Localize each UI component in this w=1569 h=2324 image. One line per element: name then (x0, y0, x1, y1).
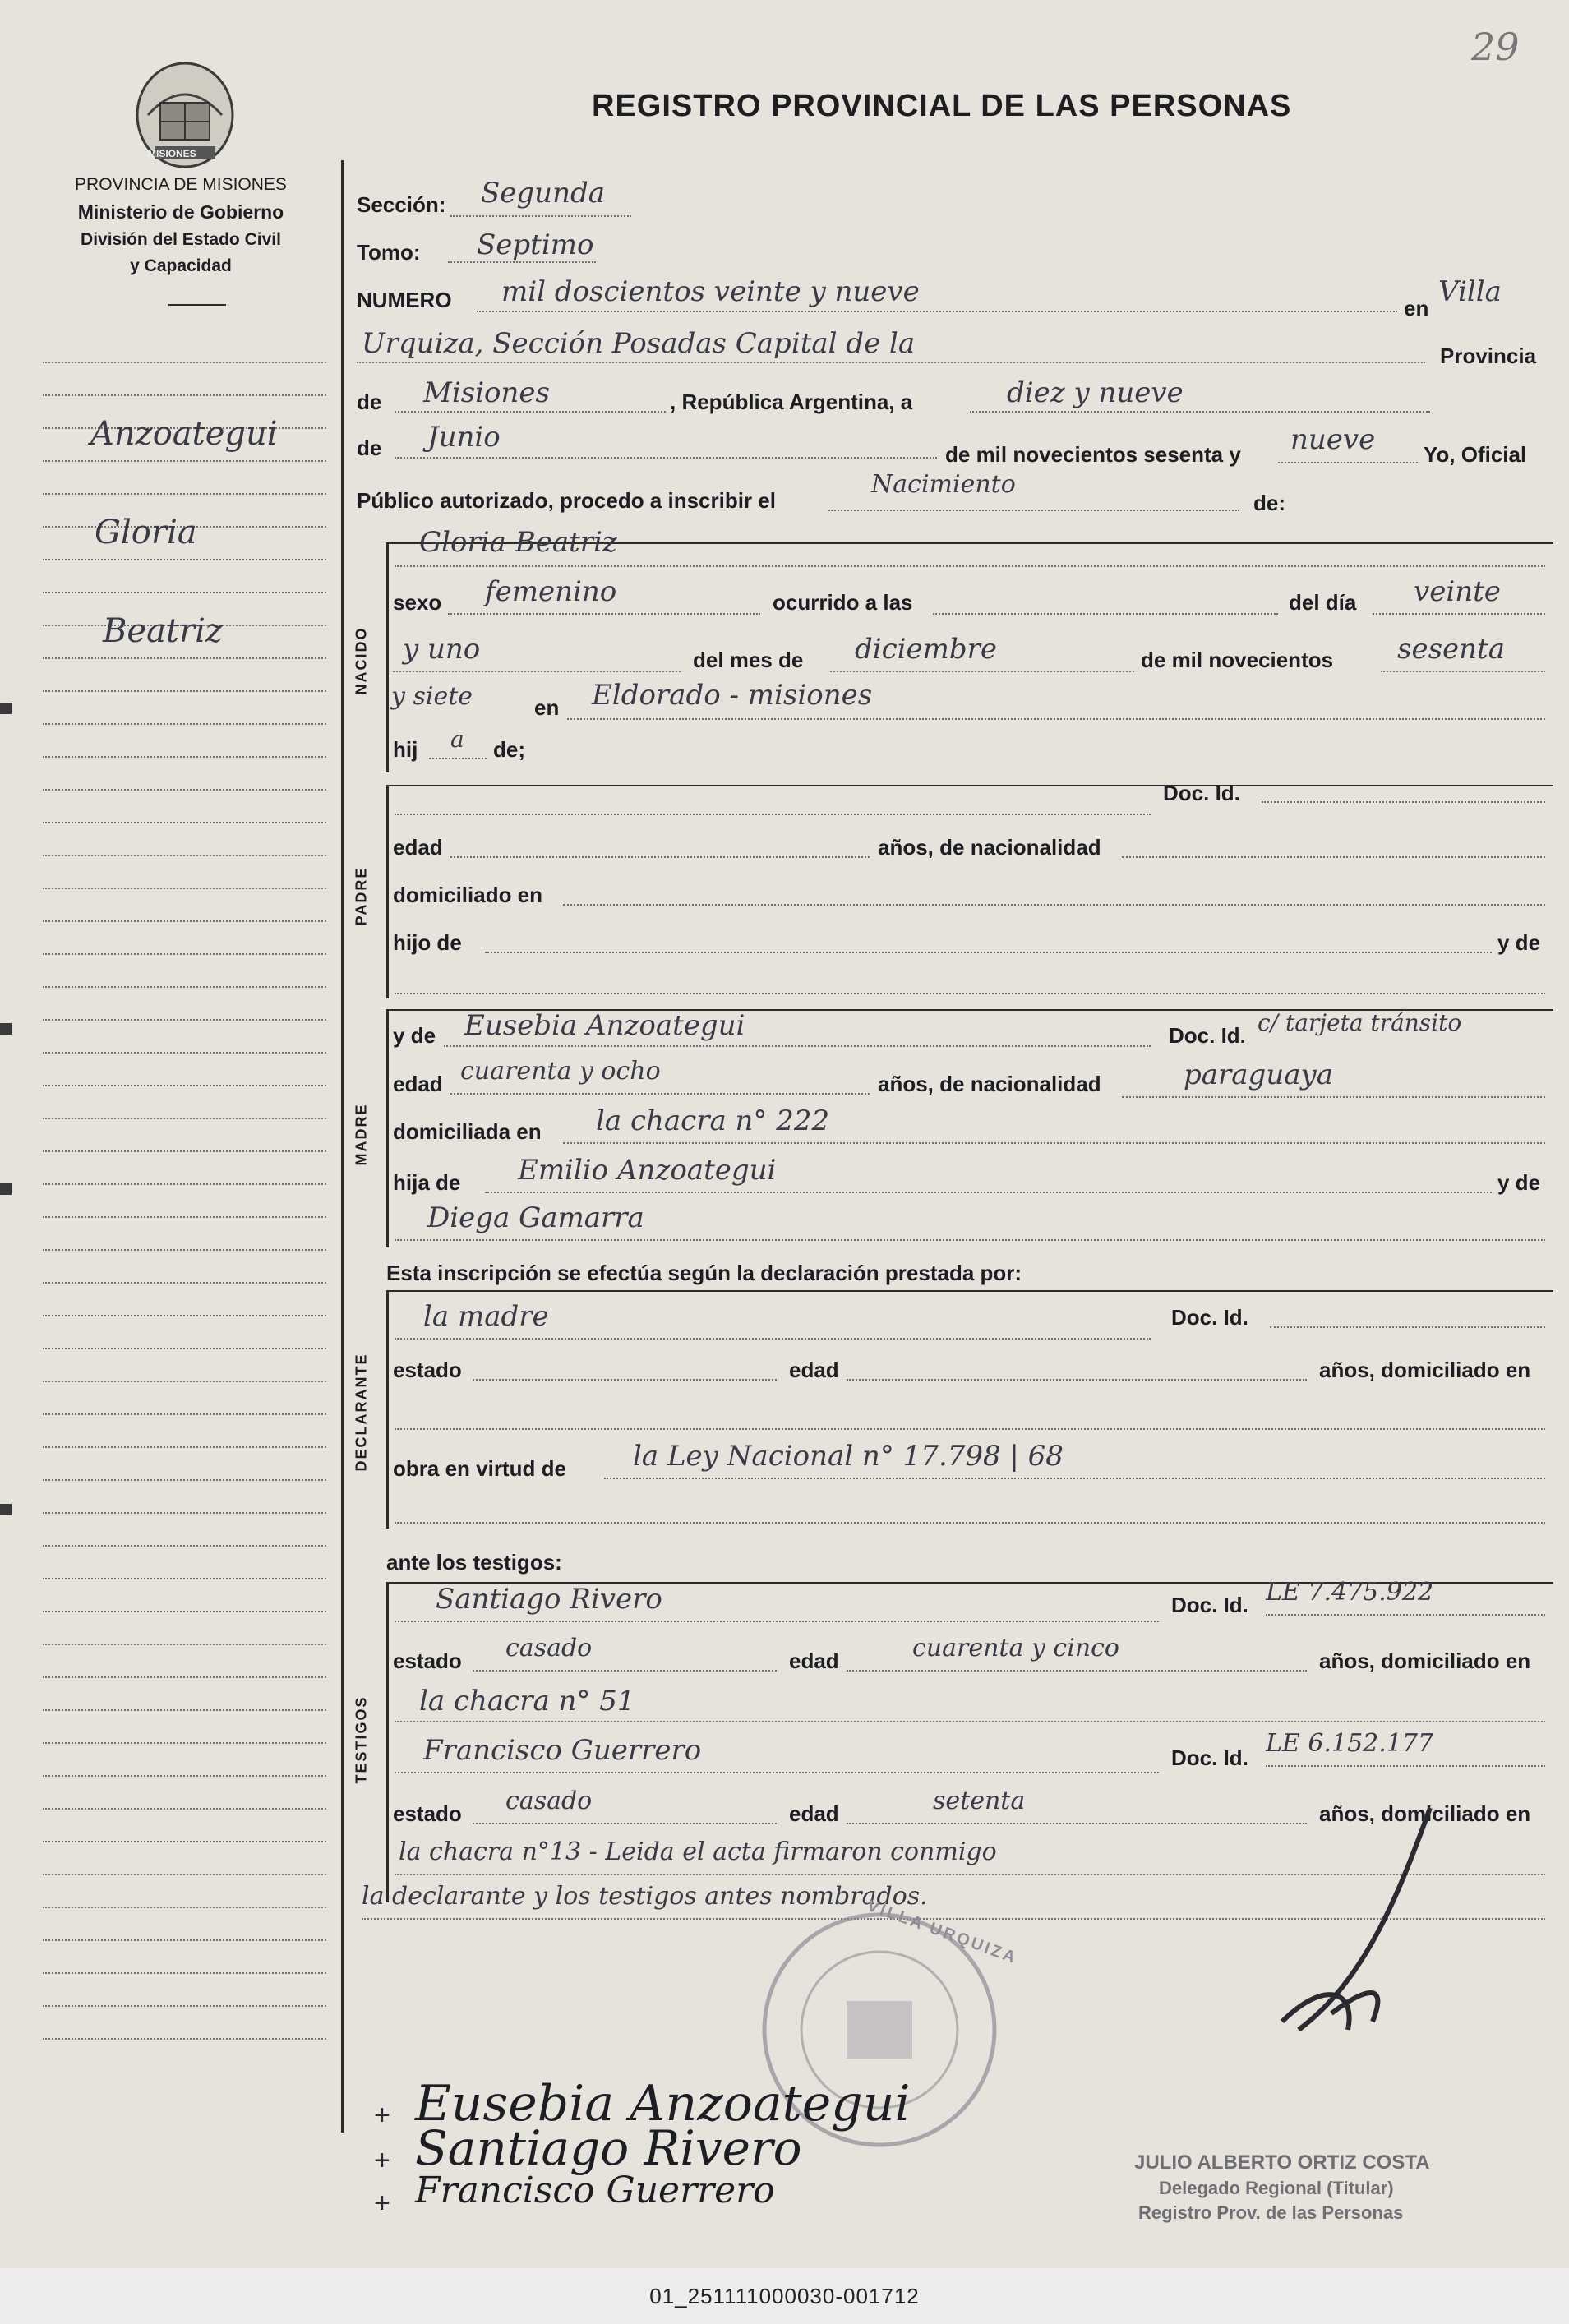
padre-nac-line (1122, 856, 1545, 858)
declarante-rule (386, 1290, 389, 1529)
declarante-dom-line (395, 1428, 1545, 1430)
testigo1-estado-label: estado (393, 1648, 462, 1673)
margin-rule-line (43, 855, 326, 856)
signature-mark-2: + (374, 2145, 390, 2176)
madre-edad-value: cuarenta y ocho (460, 1057, 661, 1086)
declarante-top-rule (386, 1290, 1553, 1292)
padre-nac-label: años, de nacionalidad (878, 835, 1101, 860)
testigo2-estado-line (473, 1823, 777, 1824)
en-value-2: Urquiza, Sección Posadas Capital de la (362, 327, 916, 360)
margin-tick (0, 1183, 12, 1195)
margin-rule-line (43, 559, 326, 560)
margin-rule-line (43, 1446, 326, 1448)
mes-nac-value: diciembre (855, 633, 998, 666)
testigo1-dom-label: años, domiciliado en (1319, 1648, 1531, 1673)
testigo1-doc-label: Doc. Id. (1171, 1593, 1248, 1617)
testigo2-estado-value: casado (505, 1787, 593, 1815)
declarante-dom-label: años, domiciliado en (1319, 1358, 1531, 1382)
madre-nac-label: años, de nacionalidad (878, 1072, 1101, 1096)
tomo-value: Septimo (477, 228, 594, 261)
testigo2-doc-value: LE 6.152.177 (1266, 1729, 1434, 1758)
ley-value: la Ley Nacional n° 17.798 | 68 (633, 1440, 1064, 1473)
main-margin-rule (341, 160, 344, 2133)
del-mes-label: del mes de (693, 648, 804, 672)
testigos-label: ante los testigos: (386, 1550, 562, 1575)
numero-label: NUMERO (357, 288, 452, 312)
madre-hija-de-value: Emilio Anzoategui (518, 1154, 777, 1187)
margin-rule-line (43, 1249, 326, 1251)
madre-y-de-label-2: y de (1497, 1170, 1541, 1195)
margin-rule-line (43, 920, 326, 922)
acto-line (828, 510, 1239, 511)
testigo2-value: Francisco Guerrero (423, 1734, 702, 1767)
testigo1-estado-line (473, 1670, 777, 1672)
padre-doc-line (1262, 801, 1545, 803)
testigo1-edad-label: edad (789, 1648, 839, 1673)
madre-hija-de-label: hija de (393, 1170, 461, 1195)
sexo-label: sexo (393, 590, 442, 615)
margin-rule-line (43, 1118, 326, 1119)
margin-rule-line (43, 1545, 326, 1547)
declarante-estado-label: estado (393, 1358, 462, 1382)
nacido-rule (386, 542, 389, 772)
de-label-1: de (357, 390, 382, 414)
declarante-value: la madre (423, 1300, 549, 1333)
seccion-value: Segunda (481, 177, 606, 210)
padre-top-rule (386, 785, 1553, 786)
official-title: Delegado Regional (Titular) (1159, 2178, 1394, 2198)
testigo1-dom-line (395, 1721, 1545, 1722)
hij-label: hij (393, 737, 418, 762)
testigos-section-label: TESTIGOS (353, 1695, 370, 1784)
madre-dom-label: domiciliada en (393, 1119, 542, 1144)
margin-rule-line (43, 362, 326, 363)
margin-rule-line (43, 789, 326, 791)
en-value-1: Villa (1438, 275, 1502, 308)
margin-rule-line (43, 953, 326, 955)
mes-nac-line (830, 671, 1134, 672)
declarante-section-label: DECLARANTE (353, 1353, 370, 1472)
margin-rule-line (43, 1479, 326, 1481)
madre-section-label: MADRE (353, 1103, 370, 1166)
anio-nac-value-1: sesenta (1397, 633, 1505, 666)
margin-rule-line (43, 1611, 326, 1612)
madre-edad-line (450, 1093, 870, 1095)
seccion-label: Sección: (357, 192, 446, 217)
margin-rule-line (43, 1512, 326, 1514)
testigo2-doc-label: Doc. Id. (1171, 1745, 1248, 1770)
margin-rule-line (43, 394, 326, 396)
mes-value: Junio (427, 421, 501, 454)
margin-rule-line (43, 1972, 326, 1974)
margin-surname: Anzoategui (90, 415, 278, 453)
margin-rule-line (43, 1085, 326, 1086)
dia-nac-value-2: y uno (403, 633, 481, 666)
margin-rule-line (43, 1381, 326, 1382)
hij-line (429, 758, 487, 759)
margin-rule-line (43, 1742, 326, 1744)
margin-rule-line (43, 1578, 326, 1579)
signature-2: Santiago Rivero (415, 2120, 802, 2176)
ocurrido-label: ocurrido a las (773, 590, 913, 615)
header-rule (168, 304, 226, 306)
margin-rule-line (43, 657, 326, 659)
padre-hijo-de-label: hijo de (393, 930, 462, 955)
testigo2-line (395, 1772, 1159, 1773)
madre-nombre-line (444, 1045, 1151, 1047)
declaracion-label: Esta inscripción se efectúa según la declaración prestada por: (386, 1261, 1022, 1285)
anio-line (1278, 462, 1418, 463)
testigo2-edad-label: edad (789, 1801, 839, 1826)
madre-y-de-label: y de (393, 1023, 436, 1048)
madre-dom-line (563, 1142, 1545, 1144)
seal-text: MISIONES (148, 148, 196, 159)
madre-y-de-value: Diega Gamarra (427, 1201, 644, 1234)
nombre-value: Gloria Beatriz (419, 526, 617, 559)
official-registry: Registro Prov. de las Personas (1138, 2202, 1404, 2223)
margin-rule-line (43, 1183, 326, 1185)
testigo1-doc-line (1266, 1614, 1545, 1616)
province-label: PROVINCIA DE MISIONES (75, 175, 287, 194)
anio-nac-value-2: y siete (391, 682, 473, 711)
madre-nombre-value: Eusebia Anzoategui (464, 1009, 745, 1042)
testigo2-doc-line (1266, 1765, 1545, 1767)
testigo2-dom-value: la chacra n°13 - Leida el acta firmaron conmigo (399, 1838, 997, 1866)
margin-rule-line (43, 1019, 326, 1021)
del-dia-label: del día (1289, 590, 1357, 615)
cierre-value: la declarante y los testigos antes nombrados. (362, 1882, 928, 1911)
declarante-edad-line (847, 1379, 1307, 1381)
padre-doc-label: Doc. Id. (1163, 781, 1240, 805)
testigo2-dom-label: años, domiciliado en (1319, 1801, 1531, 1826)
padre-y-de-line (395, 993, 1545, 994)
margin-tick (0, 1504, 12, 1515)
margin-name-1: Gloria (95, 514, 197, 551)
nombre-line (395, 565, 1545, 567)
sexo-line (448, 613, 760, 615)
tomo-line (448, 261, 596, 263)
de-colon-label: de: (1253, 491, 1285, 515)
testigo2-edad-value: setenta (933, 1787, 1026, 1815)
declarante-doc-line (1270, 1326, 1545, 1328)
mes-line (395, 457, 937, 459)
padre-edad-line (450, 856, 870, 858)
madre-dom-value: la chacra n° 222 (596, 1104, 830, 1137)
margin-rule-line (43, 1052, 326, 1054)
margin-rule-line (43, 1939, 326, 1941)
tomo-label: Tomo: (357, 240, 421, 265)
en-label: en (1404, 296, 1429, 320)
numero-value: mil doscientos veinte y nueve (501, 275, 920, 308)
dia-nac-value-1: veinte (1414, 575, 1501, 608)
publico-label: Público autorizado, procedo a inscribir el (357, 488, 776, 513)
yo-oficial-label: Yo, Oficial (1424, 442, 1527, 467)
hij-suffix: a (450, 726, 464, 753)
margin-rule-line (43, 493, 326, 495)
hora-line (933, 613, 1278, 615)
margin-rule-line (43, 1315, 326, 1316)
madre-nac-value: paraguaya (1184, 1058, 1333, 1091)
dia-line (970, 411, 1430, 413)
madre-y-de-line (395, 1239, 1545, 1241)
lugar-nac-line (567, 718, 1545, 720)
declarante-estado-line (473, 1379, 777, 1381)
margin-rule-line (43, 723, 326, 725)
numero-line (477, 311, 1397, 312)
anio-value: nueve (1290, 423, 1376, 456)
en-nac-label: en (534, 695, 560, 720)
testigo1-dom-value: la chacra n° 51 (419, 1685, 635, 1718)
division-label-2: y Capacidad (130, 256, 232, 275)
padre-edad-label: edad (393, 835, 443, 860)
margin-rule-line (43, 1150, 326, 1152)
margin-rule-line (43, 822, 326, 823)
signature-mark-3: + (374, 2188, 390, 2219)
margin-rule-line (43, 2005, 326, 2007)
stamp-text: VILLA URQUIZA (865, 1896, 1020, 1968)
padre-y-de-label: y de (1497, 930, 1541, 955)
margin-rule-line (43, 1348, 326, 1349)
signature-mark-1: + (374, 2100, 390, 2131)
de-mil-label: de mil novecientos sesenta y (945, 442, 1241, 467)
dia-value: diez y nueve (1007, 376, 1184, 409)
margin-rule-line (43, 1841, 326, 1842)
margin-rule-line (43, 888, 326, 889)
en-line-2 (357, 362, 1425, 363)
margin-rule-line (43, 592, 326, 593)
signature-1: Eusebia Anzoategui (415, 2075, 911, 2133)
dia-nac-line-2 (393, 671, 681, 672)
margin-rule-line (43, 1775, 326, 1777)
signature-3: Francisco Guerrero (415, 2170, 775, 2211)
margin-rule-line (43, 1413, 326, 1415)
testigo1-doc-value: LE 7.475.922 (1266, 1578, 1434, 1607)
dia-nac-line (1373, 613, 1545, 615)
lugar-nac-value: Eldorado - misiones (592, 679, 873, 712)
margin-tick (0, 1023, 12, 1035)
document-title: REGISTRO PROVINCIAL DE LAS PERSONAS (592, 89, 1292, 123)
republica-label: , República Argentina, a (670, 390, 913, 414)
padre-nombre-line (395, 814, 1151, 815)
padre-dom-label: domiciliado en (393, 883, 543, 907)
margin-rule-line (43, 1676, 326, 1678)
margin-rule-line (43, 1644, 326, 1645)
padre-hijo-de-line (485, 952, 1492, 953)
margin-rule-line (43, 690, 326, 692)
madre-doc-label: Doc. Id. (1169, 1023, 1246, 1048)
seccion-line (450, 215, 631, 217)
margin-rule-line (43, 460, 326, 462)
anio-nac-line (1381, 671, 1545, 672)
declarante-edad-label: edad (789, 1358, 839, 1382)
de-label-2: de (357, 436, 382, 460)
testigos-rule (386, 1582, 389, 1902)
provincia-line (395, 411, 666, 413)
margin-rule-line (43, 1907, 326, 1908)
declarante-doc-label: Doc. Id. (1171, 1305, 1248, 1330)
provincia-label: Provincia (1440, 344, 1537, 368)
madre-hija-de-line (485, 1192, 1492, 1193)
image-caption: 01_251111000030-001712 (0, 2268, 1569, 2324)
official-name: JULIO ALBERTO ORTIZ COSTA (1134, 2151, 1430, 2174)
madre-rule (386, 1009, 389, 1247)
margin-rule-line (43, 756, 326, 758)
testigo1-edad-line (847, 1670, 1307, 1672)
margin-rule-line (43, 1709, 326, 1711)
ministry-label: Ministerio de Gobierno (77, 201, 284, 223)
margin-rule-line (43, 2038, 326, 2040)
margin-tick (0, 703, 12, 714)
acto-value: Nacimiento (871, 470, 1016, 499)
margin-rule-line (43, 1808, 326, 1810)
page-number: 29 (1471, 25, 1520, 69)
mil-novecientos-label: de mil novecientos (1141, 648, 1334, 672)
obra-label: obra en virtud de (393, 1456, 566, 1481)
madre-doc-value: c/ tarjeta tránsito (1258, 1009, 1462, 1036)
testigo1-edad-value: cuarenta y cinco (912, 1634, 1119, 1662)
madre-edad-label: edad (393, 1072, 443, 1096)
testigo2-estado-label: estado (393, 1801, 462, 1826)
padre-section-label: PADRE (353, 866, 370, 926)
official-signature-icon (1233, 1800, 1447, 2046)
declarante-end-line (395, 1522, 1545, 1524)
margin-rule-line (43, 986, 326, 988)
ley-line (604, 1478, 1545, 1479)
provincia-value: Misiones (423, 376, 550, 409)
testigo1-line (395, 1621, 1159, 1622)
margin-rule-line (43, 1282, 326, 1284)
testigo1-estado-value: casado (505, 1634, 593, 1662)
madre-nac-line (1122, 1096, 1545, 1098)
padre-dom-line (563, 904, 1545, 906)
sexo-value: femenino (485, 575, 617, 608)
margin-name-2: Beatriz (103, 612, 223, 650)
padre-rule (386, 785, 389, 998)
hij-de-label: de; (493, 737, 525, 762)
declarante-line (395, 1338, 1151, 1340)
division-label-1: División del Estado Civil (81, 230, 281, 249)
testigo1-value: Santiago Rivero (436, 1583, 662, 1616)
nacido-section-label: NACIDO (353, 626, 370, 695)
margin-rule-line (43, 1874, 326, 1875)
margin-rule-line (43, 1216, 326, 1218)
